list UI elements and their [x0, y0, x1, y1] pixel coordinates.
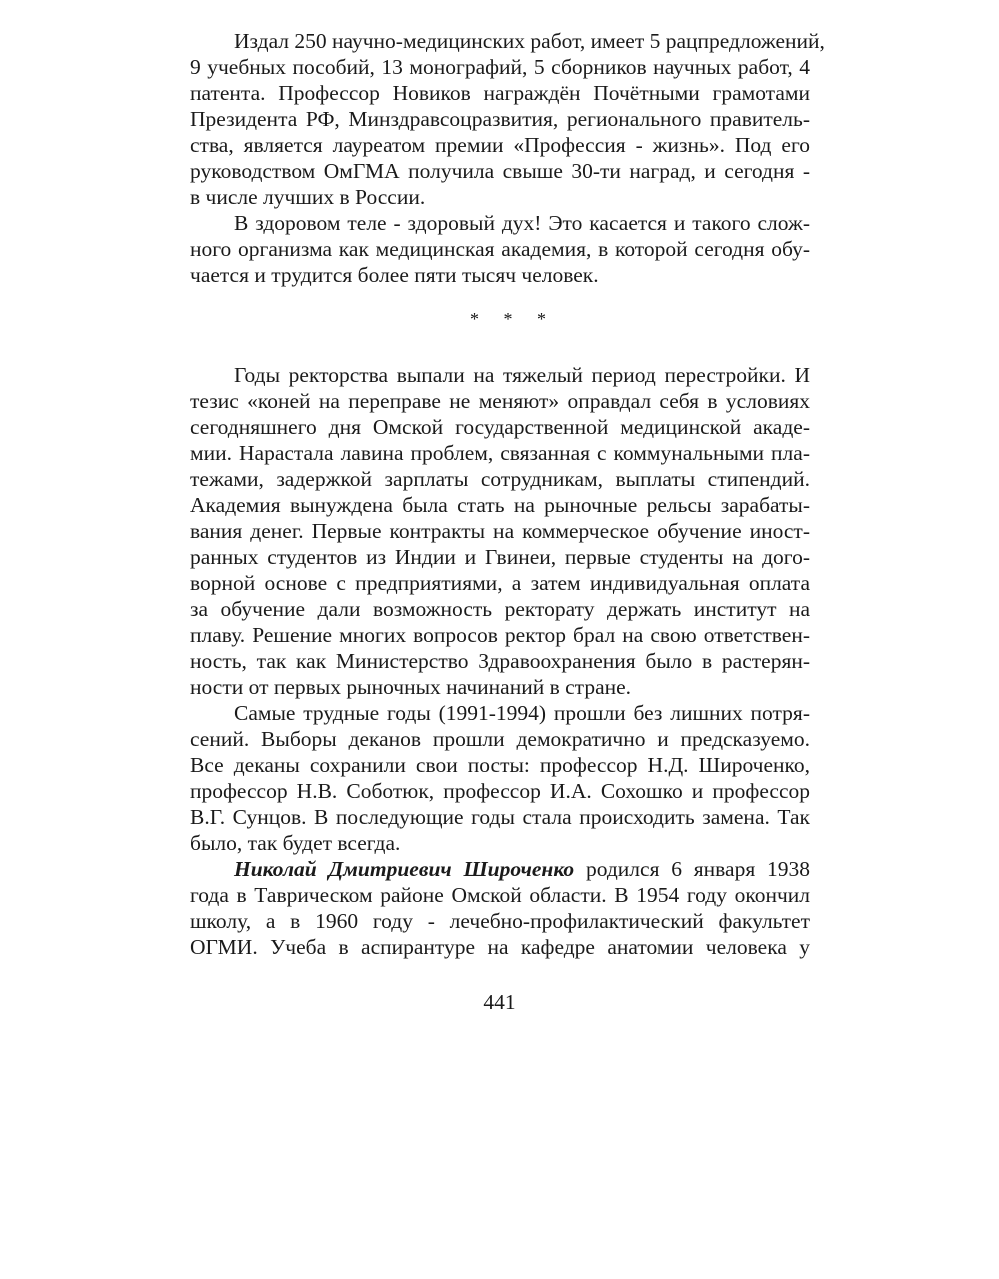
text-line: тежами, задержкой зарплаты сотрудникам, выплаты стипендий.: [190, 467, 810, 491]
text-line: плаву. Решение многих вопросов ректор брал на свою ответствен-: [190, 623, 810, 647]
text-line: Академия вынуждена была стать на рыночные рельсы зарабаты-: [190, 493, 810, 517]
text-line: чается и трудится более пяти тысяч человек.: [190, 263, 599, 287]
person-name: Николай Дмитриевич Широченко: [234, 857, 575, 881]
text-line: ОГМИ. Учеба в аспирантуре на кафедре анатомии человека у: [190, 935, 810, 959]
text-line: Самые трудные годы (1991-1994) прошли без лишних потря-: [234, 701, 810, 725]
text-line: профессор Н.В. Соботюк, профессор И.А. Сохошко и профессор: [190, 779, 810, 803]
text-line: было, так будет всегда.: [190, 831, 401, 855]
text-line: сений. Выборы деканов прошли демократично и предсказуемо.: [190, 727, 810, 751]
text-line: [234, 856, 810, 882]
text-line: года в Таврическом районе Омской области. В 1954 году окончил: [190, 883, 810, 907]
text-line: ранных студентов из Индии и Гвинеи, первые студенты на дого-: [190, 545, 810, 569]
text-line: за обучение дали возможность ректорату держать институт на: [190, 597, 810, 621]
text-line: тезис «коней на переправе не меняют» оправдал себя в условиях: [190, 389, 810, 413]
text-line: ности от первых рыночных начинаний в стране.: [190, 675, 632, 699]
text-line: мии. Нарастала лавина проблем, связанная с коммунальными пла-: [190, 441, 810, 465]
text-line: патента. Профессор Новиков награждён Почётными грамотами: [190, 81, 810, 105]
text-line: в числе лучших в России.: [190, 185, 426, 209]
text-line: сегодняшнего дня Омской государственной медицинской акаде-: [190, 415, 810, 439]
text-line: Годы ректорства выпали на тяжелый период перестройки. И: [234, 363, 810, 387]
section-separator: * * *: [470, 309, 556, 329]
text-line: Издал 250 научно-медицинских работ, имеет 5 рацпредложений,: [234, 29, 825, 53]
text-line: школу, а в 1960 году - лечебно-профилактический факультет: [190, 909, 810, 933]
page-number: 441: [483, 990, 516, 1014]
text-line: В.Г. Сунцов. В последующие годы стала происходить замена. Так: [190, 805, 810, 829]
text-line: Все деканы сохранили свои посты: профессор Н.Д. Широченко,: [190, 753, 810, 777]
text-line: вания денег. Первые контракты на коммерческое обучение иност-: [190, 519, 810, 543]
text-line: 9 учебных пособий, 13 монографий, 5 сборников научных работ, 4: [190, 55, 810, 79]
text-line: ного организма как медицинская академия, в которой сегодня обу-: [190, 237, 810, 261]
text-line: ворной основе с предприятиями, а затем индивидуальная оплата: [190, 571, 810, 595]
text-line: руководством ОмГМА получила свыше 30-ти наград, и сегодня -: [190, 159, 810, 183]
text-line: Президента РФ, Минздравсоцразвития, регионального правитель-: [190, 107, 810, 131]
text-line: В здоровом теле - здоровый дух! Это касается и такого слож-: [234, 211, 810, 235]
text-fragment: родился 6 января 1938: [574, 857, 810, 881]
text-line: ность, так как Министерство Здравоохранения было в растерян-: [190, 649, 810, 673]
text-line: ства, является лауреатом премии «Профессия - жизнь». Под его: [190, 133, 810, 157]
